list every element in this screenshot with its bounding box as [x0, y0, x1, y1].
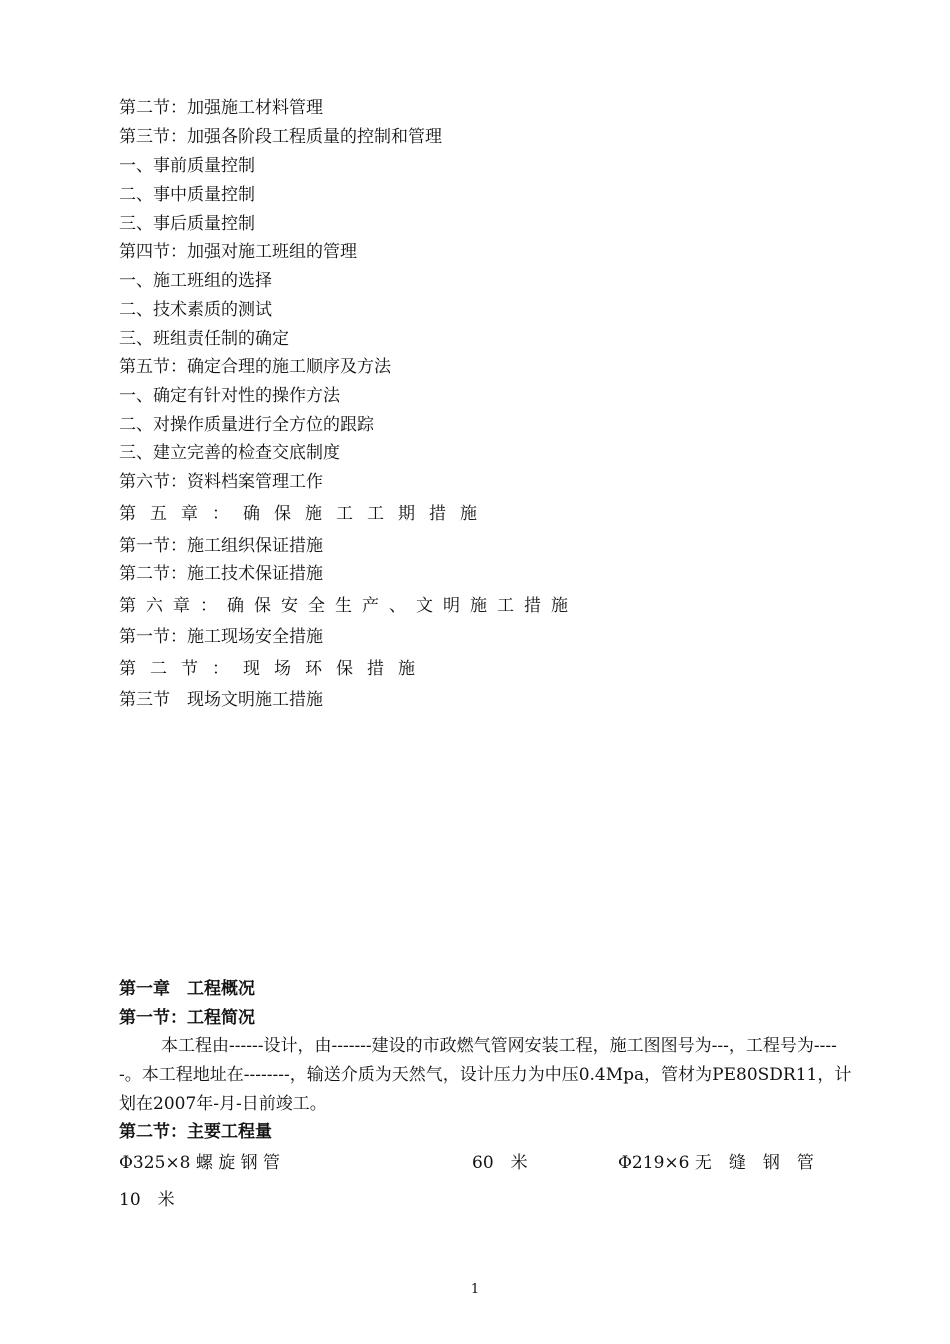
chapter-title: 第一章 工程概况: [119, 979, 255, 999]
toc-line: 三、建立完善的检查交底制度: [119, 443, 340, 463]
toc-line: 第二节：加强施工材料管理: [119, 98, 323, 118]
toc-line: 第五节：确定合理的施工顺序及方法: [119, 357, 391, 377]
toc-chapter-line: 第五章：确保施工工期措施: [119, 504, 491, 524]
toc-line: 一、确定有针对性的操作方法: [119, 386, 340, 406]
toc-line: 第一节：施工组织保证措施: [119, 536, 323, 556]
toc-line: 一、事前质量控制: [119, 156, 255, 176]
toc-line: 第三节：加强各阶段工程质量的控制和管理: [119, 127, 442, 147]
toc-line: 三、事后质量控制: [119, 214, 255, 234]
quantity-item-name: Φ219×6 无 缝 钢 管: [618, 1153, 814, 1173]
toc-line: 第二节：现场环保措施: [119, 659, 429, 679]
toc-line: 第三节 现场文明施工措施: [119, 690, 323, 710]
toc-line: 第二节：施工技术保证措施: [119, 564, 323, 584]
overview-paragraph: [119, 1032, 859, 1119]
toc-line: 二、事中质量控制: [119, 185, 255, 205]
page-number: 1: [470, 1282, 480, 1297]
section-title: 第二节：主要工程量: [119, 1122, 272, 1142]
toc-line: 二、对操作质量进行全方位的跟踪: [119, 415, 374, 435]
toc-line: 一、施工班组的选择: [119, 271, 272, 291]
toc-line: 第一节：施工现场安全措施: [119, 627, 323, 647]
toc-line: 第六节：资料档案管理工作: [119, 472, 323, 492]
quantity-item-qty: 10 米: [119, 1190, 175, 1210]
toc-line: 二、技术素质的测试: [119, 300, 272, 320]
toc-line: 三、班组责任制的确定: [119, 329, 289, 349]
section-title: 第一节：工程简况: [119, 1008, 255, 1028]
toc-line: 第四节：加强对施工班组的管理: [119, 242, 357, 262]
toc-chapter-line: 第六章：确保安全生产、文明施工措施: [119, 596, 578, 616]
paragraph-text: 本工程由------设计，由-------建设的市政燃气管网安装工程，施工图图号为---，工程号为-----。本工程地址在--------，输送介质为天然气，设计压力为中压0.4Mpa，管材为PE80SDR11，计划在2007年-月-日前竣工。: [119, 1036, 852, 1114]
quantity-item-name: Φ325×8 螺 旋 钢 管: [119, 1153, 281, 1173]
quantity-item-qty: 60 米: [472, 1153, 528, 1173]
